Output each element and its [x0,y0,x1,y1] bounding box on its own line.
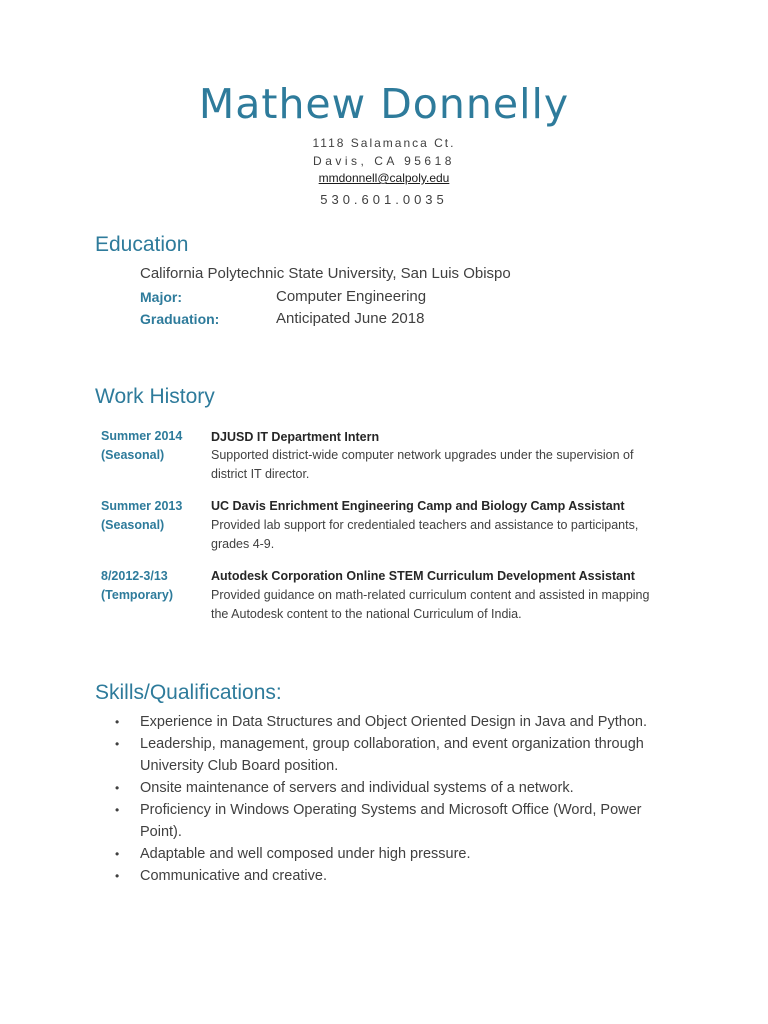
job-type: (Seasonal) [101,448,165,462]
major-value: Computer Engineering [276,288,427,305]
skill-text: Onsite maintenance of servers and individual systems of a network. [140,780,574,796]
bullet-icon: • [115,847,120,861]
job-description: Supported district-wide computer network upgrades under the supervision of district IT director. [211,448,634,481]
job-title: UC Davis Enrichment Engineering Camp and Biology Camp Assistant [211,499,625,513]
skill-text: Adaptable and well composed under high pressure. [140,846,471,862]
job-type: (Temporary) [101,588,174,602]
work-history-heading: Work History [95,385,215,408]
skill-item [115,733,655,777]
job-date: Summer 2013 [101,499,183,513]
skill-text: Leadership, management, group collaboration, and event organization through University Club Board position. [140,736,644,774]
school-name: California Polytechnic State University, San Luis Obispo [140,265,511,282]
skill-text: Communicative and creative. [140,868,327,884]
major-label: Major: [140,289,182,305]
bullet-icon: • [115,781,120,795]
education-heading: Education [95,233,189,256]
bullet-icon: • [115,803,120,817]
job-date: Summer 2014 [101,429,183,443]
bullet-icon: • [115,869,120,883]
graduation-value: Anticipated June 2018 [276,310,425,327]
job-description: Provided lab support for credentialed teachers and assistance to participants, grades 4-9. [211,518,639,551]
bullet-icon: • [115,715,120,729]
resume-name: Mathew Donnelly [198,80,570,128]
skill-item [115,865,655,887]
email-line [0,171,768,185]
address-line-1: 1118 Salamanca Ct. [312,136,456,150]
skill-item [115,799,655,843]
job-description: Provided guidance on math-related curriculum content and assisted in mapping the Autodesk content to the national Curriculum of India. [211,588,650,621]
job-title: Autodesk Corporation Online STEM Curriculum Development Assistant [211,569,635,583]
job-type: (Seasonal) [101,518,165,532]
skill-text: Experience in Data Structures and Object Oriented Design in Java and Python. [140,714,647,730]
graduation-label: Graduation: [140,311,220,327]
skills-list [115,711,655,887]
skill-item [115,711,655,733]
skill-text: Proficiency in Windows Operating Systems and Microsoft Office (Word, Power Point). [140,802,642,840]
bullet-icon: • [115,737,120,751]
job-title: DJUSD IT Department Intern [211,430,380,444]
job-date: 8/2012-3/13 [101,569,168,583]
skills-heading: Skills/Qualifications: [95,681,282,704]
email-link[interactable]: mmdonnell@calpoly.edu [318,171,450,185]
skill-item [115,777,655,799]
phone-number: 530.601.0035 [320,192,448,207]
address-line-2: Davis, CA 95618 [313,154,455,168]
skill-item [115,843,655,865]
